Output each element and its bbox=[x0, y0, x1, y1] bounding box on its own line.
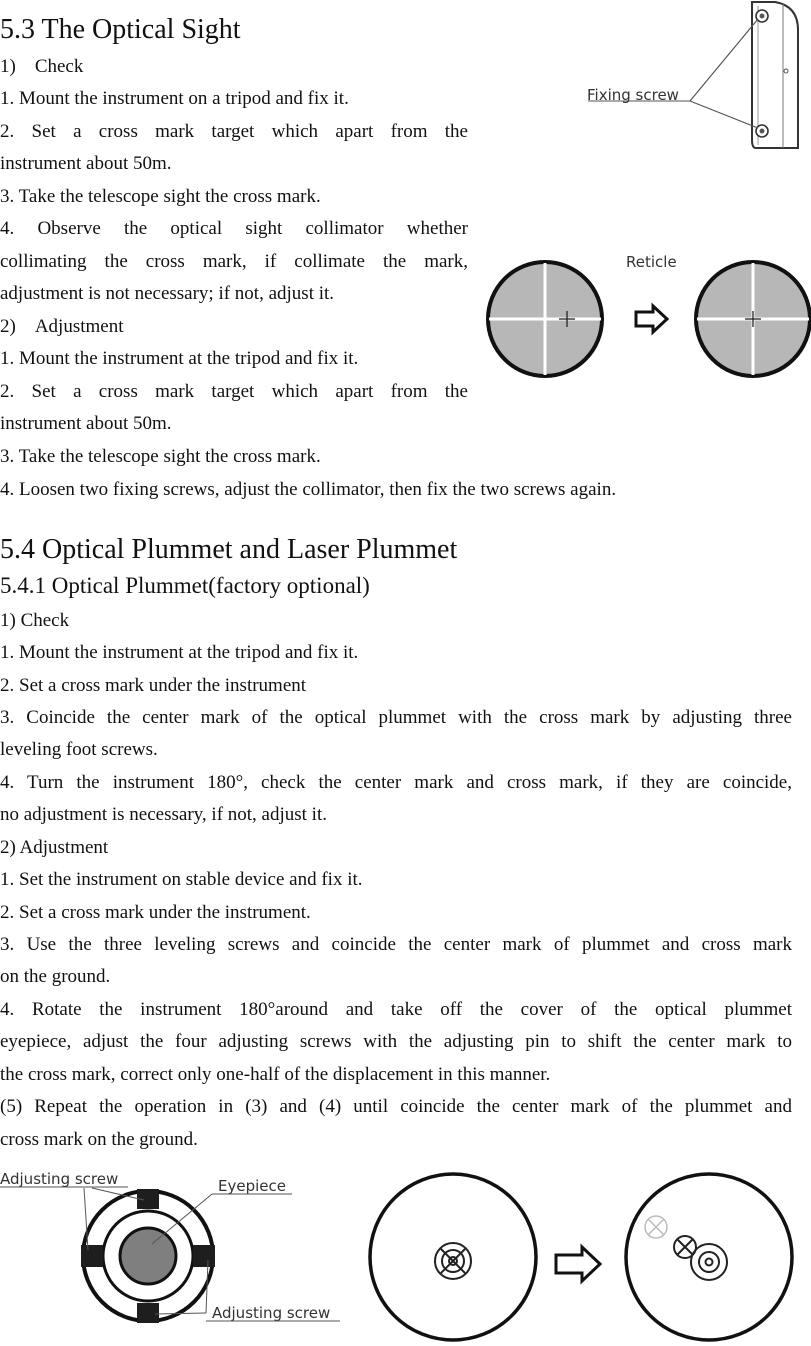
s53-adjust-step: 1. Mount the instrument at the tripod and fix it. bbox=[0, 348, 359, 369]
reticle-label: Reticle bbox=[626, 253, 677, 271]
collimator-figure bbox=[580, 0, 805, 155]
reticle-figure bbox=[485, 248, 811, 384]
s53-check-step: 3. Take the telescope sight the cross mark. bbox=[0, 186, 321, 207]
adjustment-title: 2) Adjustment bbox=[0, 316, 124, 337]
s53-check-step: 4. Observe the optical sight collimator whether bbox=[0, 218, 468, 239]
s54-adjust-line: cross mark on the ground. bbox=[0, 1129, 198, 1150]
subsection-5-4-1-heading: 5.4.1 Optical Plummet(factory optional) bbox=[0, 573, 370, 598]
s54-check-line: 3. Coincide the center mark of the optical plummet with the cross mark by adjusting three bbox=[0, 707, 792, 728]
fixing-screw-top-icon bbox=[756, 10, 768, 22]
adjusting-screw-icon bbox=[193, 1245, 215, 1267]
plummet-eyepiece-figure bbox=[0, 1164, 345, 1346]
s53-adjust-step: 2. Set a cross mark target which apart from the bbox=[0, 381, 468, 402]
s54-adjust-line: eyepiece, adjust the four adjusting screws with the adjusting pin to shift the center mark to bbox=[0, 1031, 792, 1052]
s54-check-line: 4. Turn the instrument 180°, check the center mark and cross mark, if they are coincide, bbox=[0, 772, 792, 793]
s53-adjust-step: 3. Take the telescope sight the cross mark. bbox=[0, 446, 321, 467]
s54-check-line: 2. Set a cross mark under the instrument bbox=[0, 675, 307, 696]
plummet-check-title: 1) Check bbox=[0, 610, 70, 631]
plummet-view-after-icon bbox=[626, 1174, 792, 1340]
s54-adjust-line: 3. Use the three leveling screws and coincide the center mark of plummet and cross mark bbox=[0, 934, 792, 955]
fixing-screw-bottom-icon bbox=[756, 125, 768, 137]
s54-adjust-line: (5) Repeat the operation in (3) and (4) until coincide the center mark of the plummet and bbox=[0, 1096, 792, 1117]
s54-adjust-line: the cross mark, correct only one-half of the displacement in this manner. bbox=[0, 1064, 551, 1085]
section-5-3-heading: 5.3 The Optical Sight bbox=[0, 14, 241, 45]
s53-check-step: adjustment is not necessary; if not, adjust it. bbox=[0, 283, 335, 304]
plummet-view-before-icon bbox=[370, 1174, 536, 1340]
arrow-right-icon bbox=[636, 306, 667, 332]
check-title: 1) Check bbox=[0, 56, 84, 77]
eyepiece-label: Eyepiece bbox=[218, 1177, 286, 1195]
s54-check-line: 1. Mount the instrument at the tripod and fix it. bbox=[0, 642, 359, 663]
plummet-adjustment-title: 2) Adjustment bbox=[0, 837, 109, 858]
s53-check-step: 2. Set a cross mark target which apart from the bbox=[0, 121, 468, 142]
section-5-4-heading: 5.4 Optical Plummet and Laser Plummet bbox=[0, 534, 458, 565]
adjusting-screw-bottom-label: Adjusting screw bbox=[212, 1304, 331, 1322]
s53-check-step: collimating the cross mark, if collimate the mark, bbox=[0, 251, 468, 272]
s53-check-step: instrument about 50m. bbox=[0, 153, 172, 174]
s53-adjust-step: 4. Loosen two fixing screws, adjust the collimator, then fix the two screws again. bbox=[0, 479, 617, 500]
s54-adjust-line: 1. Set the instrument on stable device and fix it. bbox=[0, 869, 363, 890]
arrow-right-icon bbox=[556, 1247, 600, 1281]
s54-adjust-line: 2. Set a cross mark under the instrument. bbox=[0, 902, 311, 923]
s54-check-line: leveling foot screws. bbox=[0, 739, 158, 760]
adjusting-screw-icon bbox=[81, 1245, 103, 1267]
s54-adjust-line: on the ground. bbox=[0, 966, 111, 987]
s54-adjust-line: 4. Rotate the instrument 180°around and take off the cover of the optical plummet bbox=[0, 999, 792, 1020]
plummet-mark-figure bbox=[360, 1168, 811, 1346]
fixing-screw-label: Fixing screw bbox=[587, 86, 679, 104]
s54-check-line: no adjustment is necessary, if not, adjust it. bbox=[0, 804, 327, 825]
reticle-after-icon bbox=[696, 262, 810, 376]
adjusting-screw-top-label: Adjusting screw bbox=[0, 1170, 119, 1188]
adjusting-screw-icon bbox=[137, 1303, 159, 1323]
s53-adjust-step: instrument about 50m. bbox=[0, 413, 172, 434]
reticle-before-icon bbox=[488, 262, 602, 376]
s53-check-step: 1. Mount the instrument on a tripod and fix it. bbox=[0, 88, 349, 109]
